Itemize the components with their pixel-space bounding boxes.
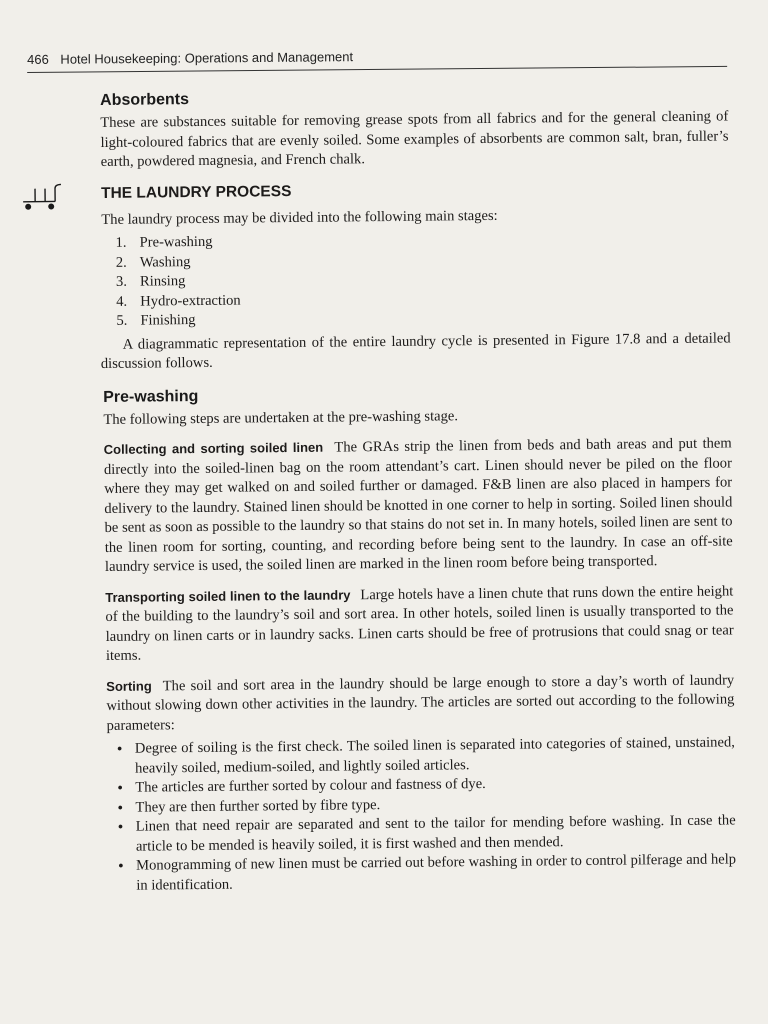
page-number: 466: [27, 51, 49, 67]
page-content: [100, 85, 736, 896]
collecting-runin-title: Collecting and sorting soiled linen: [103, 439, 324, 457]
list-item: • Degree of soiling is the first check. The soiled linen is separated into categories of stained, unstained, heavily soiled, medium-soiled, and lightly soiled articles.: [117, 733, 735, 778]
list-item: • They are then further sorted by fibre type.: [117, 792, 735, 818]
transporting-runin-title: Transporting soiled linen to the laundry: [105, 586, 351, 605]
collecting-paragraph: [104, 433, 733, 577]
list-item: • Monogramming of new linen must be carried out before washing in order to control pilferage and help in identification.: [118, 850, 736, 895]
laundry-stages-list: [101, 227, 730, 331]
running-head: [27, 46, 727, 73]
transporting-paragraph: [105, 581, 734, 667]
transporting-text: Large hotels have a linen chute that runs down the entire height of the building to the laundry’s soil and sort area. In other hotels, soiled linen is usually transported to the laundry on linen carts or in laundry sacks. Linen carts should be free of protrusions that could snag or tear items.: [105, 582, 734, 664]
laundry-cart-icon: [21, 182, 73, 211]
prewashing-heading: Pre-washing: [103, 387, 199, 406]
laundry-process-heading: THE LAUNDRY PROCESS: [100, 182, 292, 202]
laundry-process-intro: The laundry process may be divided into the following main stages:: [101, 207, 498, 228]
laundry-process-summary: A diagrammatic representation of the entire laundry cycle is presented in Figure 17.8 and a detailed discussion follows.: [100, 329, 731, 373]
list-item: 4. Hydro-extraction: [116, 292, 241, 310]
sorting-text: The soil and sort area in the laundry should be large enough to store a day’s worth of laundry without slowing down other activities in the laundry. The articles are sorted out according to the following parameters:: [106, 671, 735, 734]
list-item: • Linen that need repair are separated and sent to the tailor for mending before washing. In case the article to be mended is heavily soiled, it is first washed and then mended.: [118, 811, 736, 856]
list-item: 5. Finishing: [116, 312, 196, 329]
collecting-text: The GRAs strip the linen from beds and bath areas and put them directly into the soiled-linen bag on the room attendant’s cart. Linen should never be piled on the floor where they may get walked on and soiled further or damaged. F&B linen are also placed in hampers for delivery to the laundry. Stained linen should be knotted in one corner to help in sorting. Soiled linen should be sent as soon as possible to the laundry so that stains do not set in. In many hotels, soiled linen are sent to the linen room for sorting, counting, and recording before being sent to the laundry. In case an off-site laundry service is used, the soiled linen are marked in the linen room before being transported.: [103, 435, 733, 575]
list-item: 3. Rinsing: [115, 273, 186, 290]
sorting-runin-title: Sorting: [106, 677, 152, 694]
list-item: 1. Pre-washing: [115, 233, 213, 251]
sorting-paragraph: [106, 670, 735, 736]
book-title: Hotel Housekeeping: Operations and Management: [60, 49, 354, 67]
prewashing-intro: The following steps are undertaken at the pre-washing stage.: [103, 407, 459, 428]
absorbents-paragraph: These are substances suitable for removing grease spots from all fabrics and for the general cleaning of light-coloured fabrics that are evenly soiled. Some examples of absorbents are common salt, bran, fuller’s earth, powdered magnesia, and French chalk.: [100, 108, 729, 170]
list-item: 2. Washing: [115, 253, 191, 271]
laundry-process-heading-row: [101, 178, 729, 203]
absorbents-heading: Absorbents: [100, 91, 190, 109]
list-item: • The articles are further sorted by colour and fastness of dye.: [117, 772, 735, 798]
sorting-parameters-list: [107, 733, 737, 896]
